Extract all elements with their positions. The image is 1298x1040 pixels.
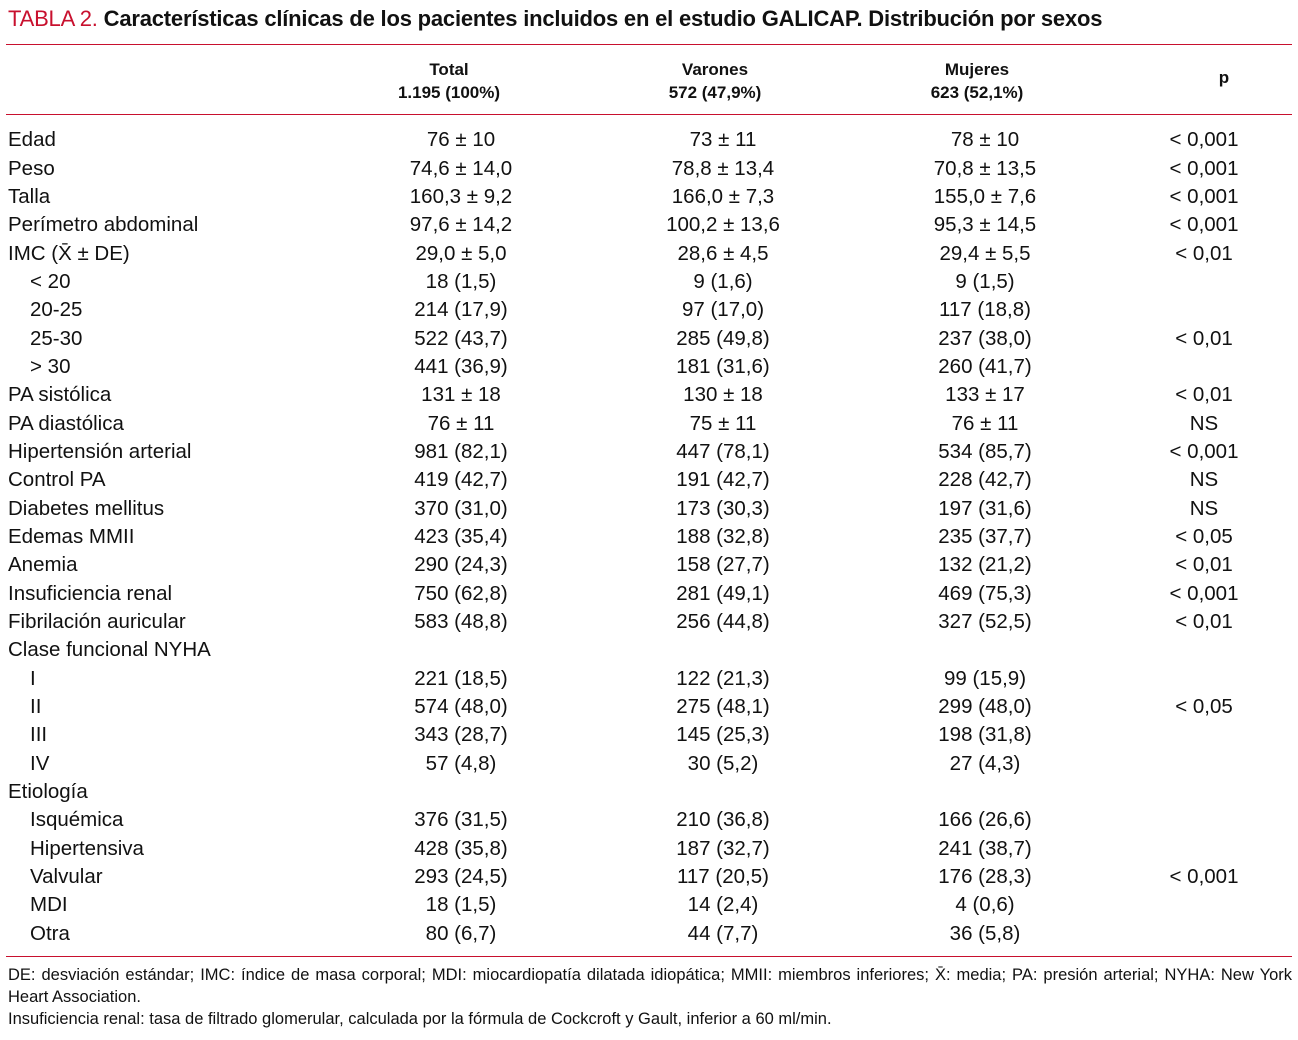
cell-p: < 0,001 xyxy=(1169,865,1239,889)
cell-mujeres: 327 (52,5) xyxy=(938,610,1032,634)
header-varones-count: 572 (47,9%) xyxy=(668,83,762,102)
cell-varones: 181 (31,6) xyxy=(676,354,770,378)
cell-varones: 97 (17,0) xyxy=(681,298,765,322)
row-label: Diabetes mellitus xyxy=(8,496,165,520)
cell-total: 750 (62,8) xyxy=(414,581,508,605)
header-p-title: p xyxy=(1218,68,1230,87)
cell-varones: 9 (1,6) xyxy=(693,269,753,293)
cell-p: NS xyxy=(1189,411,1219,435)
cell-total xyxy=(330,636,592,664)
cell-mujeres: 70,8 ± 13,5 xyxy=(933,156,1037,180)
cell-total: 18 (1,5) xyxy=(425,269,497,293)
row-label: Etiología xyxy=(8,780,88,804)
row-label: Insuficiencia renal xyxy=(8,581,173,605)
header-p xyxy=(1136,66,1298,89)
table-row xyxy=(6,154,1292,182)
row-label: Perímetro abdominal xyxy=(8,213,199,237)
data-table xyxy=(6,126,1292,948)
cell-total: 441 (36,9) xyxy=(414,354,508,378)
cell-varones: 210 (36,8) xyxy=(676,808,770,832)
cell-total: 57 (4,8) xyxy=(425,751,497,775)
cell-mujeres: 235 (37,7) xyxy=(938,524,1032,548)
table-row xyxy=(6,409,1292,437)
cell-mujeres: 166 (26,6) xyxy=(938,808,1032,832)
cell-mujeres xyxy=(854,636,1116,664)
cell-varones: 75 ± 11 xyxy=(689,411,757,435)
cell-total: 290 (24,3) xyxy=(414,553,508,577)
cell-p: < 0,001 xyxy=(1169,184,1239,208)
cell-total: 574 (48,0) xyxy=(414,695,508,719)
cell-p: < 0,001 xyxy=(1169,213,1239,237)
row-label: Hipertensiva xyxy=(30,836,144,860)
cell-varones xyxy=(592,636,854,664)
cell-p: NS xyxy=(1189,496,1219,520)
row-label: III xyxy=(30,723,48,747)
cell-varones: 275 (48,1) xyxy=(676,695,770,719)
cell-p: < 0,001 xyxy=(1169,439,1239,463)
cell-total: 80 (6,7) xyxy=(425,921,497,945)
cell-mujeres: 27 (4,3) xyxy=(949,751,1021,775)
cell-total: 428 (35,8) xyxy=(414,836,508,860)
cell-varones: 28,6 ± 4,5 xyxy=(677,241,769,265)
cell-mujeres: 133 ± 17 xyxy=(945,383,1025,407)
row-label: < 20 xyxy=(30,269,71,293)
cell-total: 370 (31,0) xyxy=(414,496,508,520)
row-label: 20-25 xyxy=(30,298,83,322)
table-row xyxy=(6,863,1292,891)
table-row xyxy=(6,183,1292,211)
table-row xyxy=(6,239,1292,267)
cell-mujeres: 132 (21,2) xyxy=(938,553,1032,577)
cell-mujeres: 117 (18,8) xyxy=(939,298,1031,322)
cell-total: 293 (24,5) xyxy=(414,865,508,889)
cell-varones: 158 (27,7) xyxy=(676,553,770,577)
row-label: II xyxy=(30,695,42,719)
cell-varones: 447 (78,1) xyxy=(676,439,770,463)
footnote-renal: Insuficiencia renal: tasa de filtrado glomerular, calculada por la fórmula de Cockcroft y Gault, inferior a 60 ml/min. xyxy=(8,1010,832,1028)
table-title xyxy=(8,6,1102,32)
cell-total: 131 ± 18 xyxy=(421,383,501,407)
cell-varones: 285 (49,8) xyxy=(676,326,770,350)
cell-p xyxy=(1116,665,1292,693)
cell-total: 522 (43,7) xyxy=(414,326,508,350)
cell-total: 221 (18,5) xyxy=(414,666,508,690)
cell-total: 423 (35,4) xyxy=(414,524,508,548)
cell-varones: 122 (21,3) xyxy=(676,666,770,690)
row-label: PA sistólica xyxy=(8,383,112,407)
cell-mujeres: 4 (0,6) xyxy=(955,893,1015,917)
cell-mujeres: 534 (85,7) xyxy=(938,439,1032,463)
row-label: Peso xyxy=(8,156,55,180)
footnotes xyxy=(8,964,1292,1030)
header-mujeres-title: Mujeres xyxy=(944,60,1010,79)
top-rule xyxy=(6,44,1292,45)
row-label: Talla xyxy=(8,184,51,208)
cell-mujeres: 36 (5,8) xyxy=(949,921,1021,945)
cell-p: < 0,01 xyxy=(1175,553,1233,577)
table-row xyxy=(6,381,1292,409)
row-label: Isquémica xyxy=(30,808,124,832)
cell-p: NS xyxy=(1189,468,1219,492)
row-label: Edemas MMII xyxy=(8,524,135,548)
cell-mujeres: 29,4 ± 5,5 xyxy=(939,241,1031,265)
cell-total: 583 (48,8) xyxy=(414,610,508,634)
cell-varones: 166,0 ± 7,3 xyxy=(671,184,775,208)
header-mujeres-count: 623 (52,1%) xyxy=(930,83,1024,102)
row-label: Valvular xyxy=(30,865,103,889)
table-row xyxy=(6,580,1292,608)
cell-mujeres: 228 (42,7) xyxy=(938,468,1032,492)
cell-mujeres: 155,0 ± 7,6 xyxy=(933,184,1037,208)
row-label: Otra xyxy=(30,921,70,945)
cell-varones: 73 ± 11 xyxy=(689,128,757,152)
row-label: PA diastólica xyxy=(8,411,124,435)
cell-total: 76 ± 10 xyxy=(426,128,496,152)
cell-varones: 100,2 ± 13,6 xyxy=(666,213,780,237)
cell-mujeres: 176 (28,3) xyxy=(938,865,1032,889)
cell-p: < 0,01 xyxy=(1175,326,1233,350)
cell-varones: 173 (30,3) xyxy=(676,496,770,520)
cell-p xyxy=(1116,835,1292,863)
cell-varones: 117 (20,5) xyxy=(677,865,769,889)
cell-total: 419 (42,7) xyxy=(414,468,508,492)
footnote-abbreviations: DE: desviación estándar; IMC: índice de masa corporal; MDI: miocardiopatía dilatada idiopática; MMII: miembros inferiores; X̄: media; PA: presión arterial; NYHA: New York Heart Association. xyxy=(8,966,1292,1006)
table-row xyxy=(6,721,1292,749)
table-row xyxy=(6,636,1292,664)
cell-p: < 0,001 xyxy=(1169,128,1239,152)
table-caption: Características clínicas de los pacientes incluidos en el estudio GALICAP. Distribución por sexos xyxy=(103,6,1103,31)
table-row xyxy=(6,835,1292,863)
table-row xyxy=(6,523,1292,551)
cell-varones: 145 (25,3) xyxy=(676,723,770,747)
row-label: MDI xyxy=(30,893,68,917)
cell-mujeres: 469 (75,3) xyxy=(938,581,1032,605)
table-row xyxy=(6,211,1292,239)
header-total-title: Total xyxy=(429,60,469,79)
cell-p: < 0,05 xyxy=(1175,695,1233,719)
cell-mujeres: 197 (31,6) xyxy=(938,496,1032,520)
table-row xyxy=(6,268,1292,296)
table-row xyxy=(6,778,1292,806)
cell-total: 18 (1,5) xyxy=(425,893,497,917)
row-label: Anemia xyxy=(8,553,78,577)
header-total-count: 1.195 (100%) xyxy=(397,83,501,102)
cell-total: 160,3 ± 9,2 xyxy=(409,184,513,208)
table-row xyxy=(6,920,1292,948)
cell-varones: 281 (49,1) xyxy=(676,581,770,605)
cell-varones: 14 (2,4) xyxy=(687,893,759,917)
bottom-rule xyxy=(6,956,1292,957)
cell-mujeres: 76 ± 11 xyxy=(951,411,1019,435)
cell-mujeres xyxy=(854,778,1116,806)
cell-p xyxy=(1116,353,1292,381)
header-varones-title: Varones xyxy=(681,60,749,79)
table-row xyxy=(6,438,1292,466)
row-label: I xyxy=(30,666,36,690)
cell-varones: 191 (42,7) xyxy=(676,468,770,492)
cell-total: 76 ± 11 xyxy=(427,411,495,435)
row-label: Fibrilación auricular xyxy=(8,610,186,634)
cell-p: < 0,01 xyxy=(1175,383,1233,407)
cell-varones: 44 (7,7) xyxy=(687,921,759,945)
table-row xyxy=(6,353,1292,381)
cell-p xyxy=(1116,920,1292,948)
table-row xyxy=(6,665,1292,693)
cell-mujeres: 95,3 ± 14,5 xyxy=(933,213,1037,237)
cell-varones: 30 (5,2) xyxy=(687,751,759,775)
header-varones xyxy=(584,58,846,104)
table-row xyxy=(6,494,1292,522)
cell-varones xyxy=(592,778,854,806)
table-number: TABLA 2. xyxy=(8,6,98,31)
table-row xyxy=(6,891,1292,919)
cell-mujeres: 99 (15,9) xyxy=(943,666,1027,690)
cell-mujeres: 237 (38,0) xyxy=(938,326,1032,350)
cell-varones: 130 ± 18 xyxy=(683,383,763,407)
cell-varones: 256 (44,8) xyxy=(676,610,770,634)
header-total xyxy=(318,58,580,104)
row-label: IV xyxy=(30,751,50,775)
cell-total: 97,6 ± 14,2 xyxy=(409,213,513,237)
cell-total: 343 (28,7) xyxy=(414,723,508,747)
cell-p xyxy=(1116,636,1292,664)
cell-p xyxy=(1116,891,1292,919)
cell-total: 376 (31,5) xyxy=(414,808,508,832)
cell-p: < 0,001 xyxy=(1169,581,1239,605)
cell-mujeres: 198 (31,8) xyxy=(938,723,1032,747)
cell-p xyxy=(1116,296,1292,324)
row-label: Clase funcional NYHA xyxy=(8,638,211,662)
row-label: Edad xyxy=(8,128,56,152)
cell-p xyxy=(1116,268,1292,296)
cell-p xyxy=(1116,806,1292,834)
table-row xyxy=(6,750,1292,778)
table-row xyxy=(6,806,1292,834)
cell-total: 214 (17,9) xyxy=(414,298,508,322)
cell-p xyxy=(1116,721,1292,749)
cell-p: < 0,01 xyxy=(1175,241,1233,265)
table-body xyxy=(6,126,1292,948)
cell-total: 74,6 ± 14,0 xyxy=(409,156,513,180)
cell-total: 981 (82,1) xyxy=(414,439,508,463)
cell-p: < 0,05 xyxy=(1175,524,1233,548)
row-label: Hipertensión arterial xyxy=(8,439,192,463)
cell-varones: 187 (32,7) xyxy=(676,836,770,860)
table-row xyxy=(6,126,1292,154)
table-row xyxy=(6,324,1292,352)
table-row xyxy=(6,466,1292,494)
cell-mujeres: 260 (41,7) xyxy=(938,354,1032,378)
header-rule xyxy=(6,114,1292,115)
row-label: Control PA xyxy=(8,468,106,492)
table-row xyxy=(6,296,1292,324)
row-label: 25-30 xyxy=(30,326,83,350)
cell-total xyxy=(330,778,592,806)
cell-p xyxy=(1116,750,1292,778)
cell-p: < 0,01 xyxy=(1175,610,1233,634)
cell-varones: 78,8 ± 13,4 xyxy=(671,156,775,180)
table-row xyxy=(6,693,1292,721)
header-mujeres xyxy=(846,58,1108,104)
cell-mujeres: 241 (38,7) xyxy=(938,836,1032,860)
table-row xyxy=(6,551,1292,579)
cell-mujeres: 78 ± 10 xyxy=(950,128,1020,152)
row-label: IMC (X̄ ± DE) xyxy=(8,241,130,265)
cell-p xyxy=(1116,778,1292,806)
cell-mujeres: 9 (1,5) xyxy=(955,269,1015,293)
cell-mujeres: 299 (48,0) xyxy=(938,695,1032,719)
cell-varones: 188 (32,8) xyxy=(676,524,770,548)
cell-total: 29,0 ± 5,0 xyxy=(415,241,507,265)
cell-p: < 0,001 xyxy=(1169,156,1239,180)
table-row xyxy=(6,608,1292,636)
row-label: > 30 xyxy=(30,354,71,378)
